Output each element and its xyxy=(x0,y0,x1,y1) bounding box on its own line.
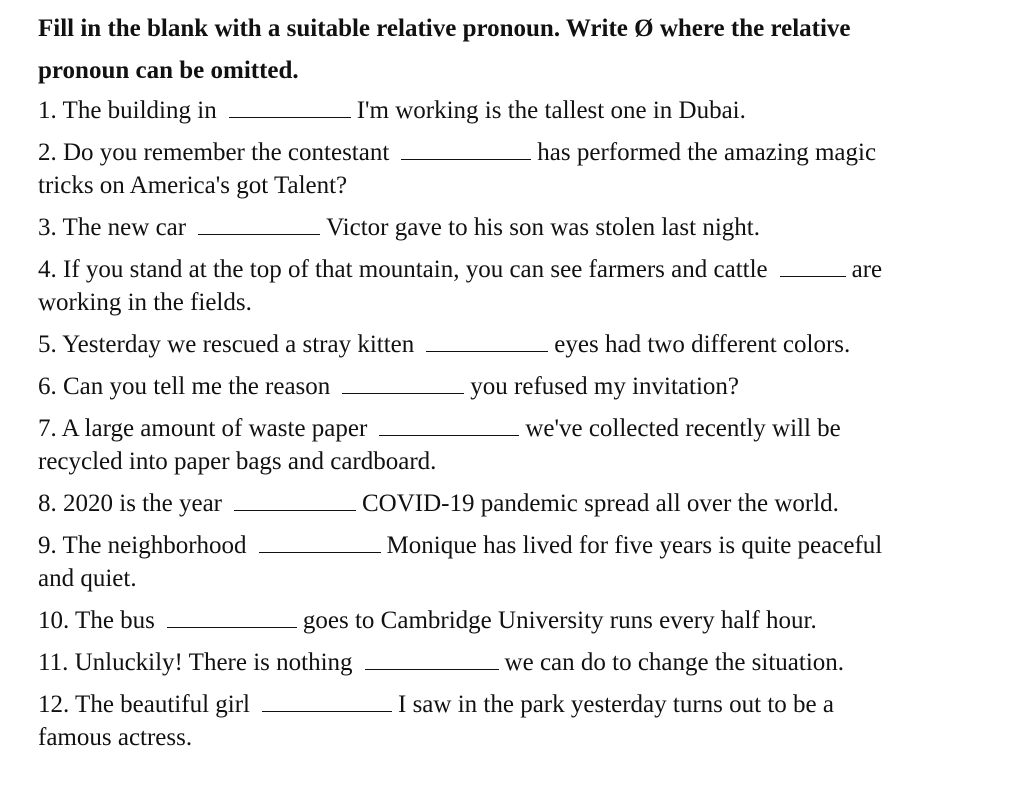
item-text-before: 2. Do you remember the contestant xyxy=(38,139,390,166)
item-text-after: eyes had two different colors. xyxy=(554,331,851,358)
answer-blank[interactable] xyxy=(379,417,519,436)
item-text-after: we can do to change the situation. xyxy=(504,649,845,676)
item-text-before: 1. The building in xyxy=(38,97,217,124)
item-text-continuation: and quiet. xyxy=(38,565,137,592)
answer-blank[interactable] xyxy=(167,609,297,628)
item-text-before: 8. 2020 is the year xyxy=(38,490,222,517)
item-text-before: 9. The neighborhood xyxy=(38,532,247,559)
exercise-item-7 xyxy=(38,412,1000,478)
answer-blank[interactable] xyxy=(198,216,320,235)
instruction-heading xyxy=(38,8,1000,92)
item-text-before: 7. A large amount of waste paper xyxy=(38,415,368,442)
item-text-after: you refused my invitation? xyxy=(470,373,739,400)
answer-blank[interactable] xyxy=(262,693,392,712)
exercise-item-1 xyxy=(38,94,1000,127)
item-text-after: I saw in the park yesterday turns out to be a xyxy=(398,691,834,718)
answer-blank[interactable] xyxy=(780,258,846,277)
exercise-item-6 xyxy=(38,370,1000,403)
answer-blank[interactable] xyxy=(426,333,548,352)
exercise-item-4 xyxy=(38,253,1000,319)
exercise-item-2 xyxy=(38,136,1000,202)
item-text-before: 3. The new car xyxy=(38,214,187,241)
answer-blank[interactable] xyxy=(401,141,531,160)
answer-blank[interactable] xyxy=(365,651,499,670)
exercise-item-12 xyxy=(38,688,1000,754)
item-text-before: 4. If you stand at the top of that mountain, you can see farmers and cattle xyxy=(38,256,768,283)
item-text-before: 10. The bus xyxy=(38,607,155,634)
item-text-after: I'm working is the tallest one in Dubai. xyxy=(356,97,746,124)
answer-blank[interactable] xyxy=(259,534,381,553)
item-text-after: Victor gave to his son was stolen last night. xyxy=(326,214,760,241)
item-text-before: 5. Yesterday we rescued a stray kitten xyxy=(38,331,415,358)
exercise-item-10 xyxy=(38,604,1000,637)
instruction-line-2: pronoun can be omitted. xyxy=(38,57,299,84)
exercise-item-3 xyxy=(38,211,1000,244)
item-text-after: Monique has lived for five years is quite peaceful xyxy=(386,532,883,559)
item-text-before: 11. Unluckily! There is nothing xyxy=(38,649,353,676)
exercise-item-5 xyxy=(38,328,1000,361)
item-text-continuation: working in the fields. xyxy=(38,289,252,316)
exercise-item-8 xyxy=(38,487,1000,520)
answer-blank[interactable] xyxy=(342,375,464,394)
item-text-after: COVID-19 pandemic spread all over the world. xyxy=(361,490,839,517)
instruction-line-1: Fill in the blank with a suitable relative pronoun. Write Ø where the relative xyxy=(38,15,851,42)
exercise-item-11 xyxy=(38,646,1000,679)
exercise-item-9 xyxy=(38,529,1000,595)
item-text-before: 12. The beautiful girl xyxy=(38,691,250,718)
item-text-after: goes to Cambridge University runs every half hour. xyxy=(302,607,817,634)
item-text-continuation: recycled into paper bags and cardboard. xyxy=(38,448,437,475)
answer-blank[interactable] xyxy=(229,99,351,118)
answer-blank[interactable] xyxy=(234,492,356,511)
item-text-continuation: tricks on America's got Talent? xyxy=(38,172,348,199)
item-text-continuation: famous actress. xyxy=(38,724,193,751)
item-text-after: we've collected recently will be xyxy=(525,415,841,442)
item-text-before: 6. Can you tell me the reason xyxy=(38,373,331,400)
item-text-after: has performed the amazing magic xyxy=(537,139,877,166)
item-text-after: are xyxy=(851,256,883,283)
